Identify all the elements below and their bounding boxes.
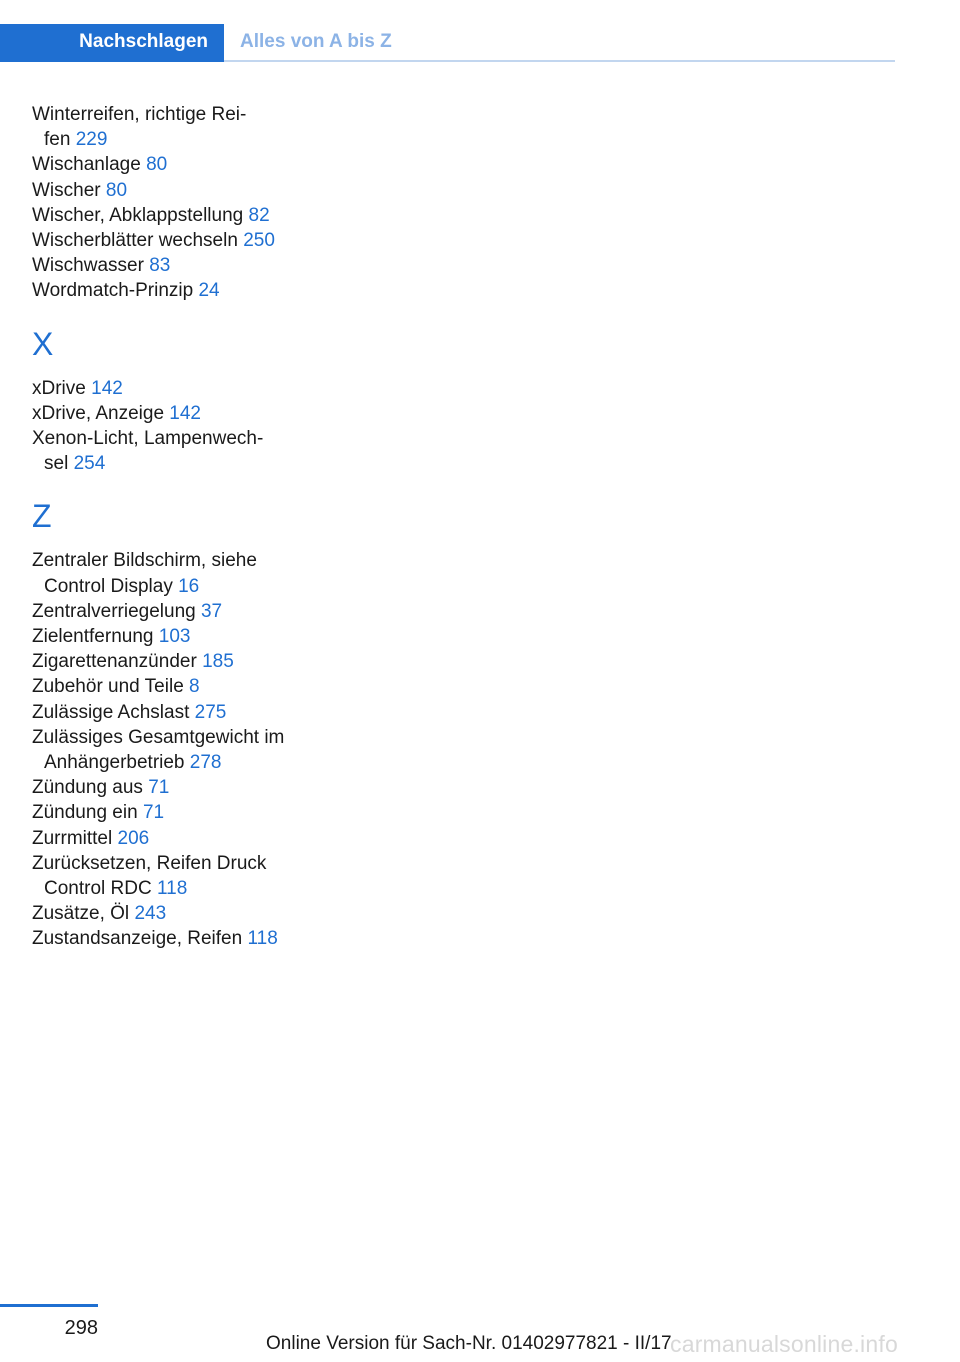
entry-term-continuation: Control RDC xyxy=(44,878,152,900)
entry-term: Zündung aus xyxy=(32,777,143,799)
entry-term: Zusätze, Öl xyxy=(32,903,130,925)
entry-term: Wischer xyxy=(32,179,101,201)
index-entry xyxy=(32,278,332,303)
entry-page-link[interactable]: 71 xyxy=(148,777,170,799)
index-entry xyxy=(32,376,332,401)
entry-term: xDrive, Anzeige xyxy=(32,402,165,424)
entry-term: Winterreifen, richtige Rei- xyxy=(32,104,247,125)
entry-term: Zündung ein xyxy=(32,802,138,824)
entry-page-link[interactable]: 275 xyxy=(194,701,227,723)
index-entry xyxy=(32,700,332,725)
header-active-underline xyxy=(0,60,224,62)
entry-page-link[interactable]: 8 xyxy=(189,676,200,698)
entry-page-link[interactable]: 118 xyxy=(247,928,278,950)
online-version-note: Online Version für Sach-Nr. 01402977821 - II/17 xyxy=(266,1333,672,1354)
entry-page-link[interactable]: 142 xyxy=(169,402,201,424)
entry-term: Zigarettenanzünder xyxy=(32,651,197,673)
entry-page-link[interactable]: 83 xyxy=(149,255,171,277)
index-entry xyxy=(32,426,332,476)
index-entry xyxy=(32,203,332,228)
index-entry xyxy=(32,725,332,775)
entry-page-link[interactable]: 185 xyxy=(202,651,234,673)
entry-page-link[interactable]: 243 xyxy=(134,903,167,925)
header-bar xyxy=(0,24,895,62)
entry-term: xDrive xyxy=(32,377,86,399)
entry-page-link[interactable]: 80 xyxy=(146,154,168,176)
header-divider xyxy=(224,60,895,62)
entry-term: Wordmatch-Prinzip xyxy=(32,280,194,302)
entry-page-link[interactable]: 103 xyxy=(158,626,191,648)
tab-alles-label: Alles von A bis Z xyxy=(240,31,392,52)
tab-alles-von-a-bis-z[interactable] xyxy=(224,24,392,60)
index-entry xyxy=(32,102,332,152)
entry-term: Zulässige Achslast xyxy=(32,701,190,723)
entry-term: Zustandsanzeige, Reifen xyxy=(32,928,243,950)
entry-page-link[interactable]: 71 xyxy=(142,802,165,824)
index-entry xyxy=(32,624,332,649)
index-entry xyxy=(32,548,332,598)
entry-term: Zielentfernung xyxy=(32,626,154,648)
entry-page-link[interactable]: 250 xyxy=(243,230,275,252)
entry-page-link[interactable]: 142 xyxy=(91,377,123,399)
index-entry xyxy=(32,649,332,674)
entry-term: Zentralverriegelung xyxy=(32,600,196,622)
entry-page-link[interactable]: 80 xyxy=(105,179,128,201)
entry-page-link[interactable]: 82 xyxy=(248,204,270,226)
entry-term-continuation: sel xyxy=(44,453,69,475)
index-entry xyxy=(32,401,332,426)
entry-page-link[interactable]: 206 xyxy=(117,827,150,849)
index-entry xyxy=(32,152,332,177)
index-list xyxy=(32,102,332,952)
page-number: 298 xyxy=(64,1317,98,1339)
entry-term-continuation: Control Display xyxy=(44,575,173,597)
entry-term-continuation: Anhängerbetrieb xyxy=(44,752,185,774)
index-entry xyxy=(32,926,332,951)
index-entry xyxy=(32,253,332,278)
index-entry xyxy=(32,599,332,624)
entry-page-link[interactable]: 37 xyxy=(200,600,223,622)
entry-term: Xenon-Licht, Lampenwech- xyxy=(32,428,264,450)
index-entry xyxy=(32,674,332,699)
index-entry xyxy=(32,775,332,800)
entry-page-link[interactable]: 278 xyxy=(189,752,222,774)
entry-term: Zurücksetzen, Reifen Druck xyxy=(32,852,267,874)
entry-term: Zurrmittel xyxy=(32,827,113,849)
entry-page-link[interactable]: 16 xyxy=(178,575,200,597)
index-entry xyxy=(32,851,332,901)
entry-term-continuation: fen xyxy=(44,129,71,151)
index-entry xyxy=(32,826,332,851)
entry-term: Wischerblätter wechseln xyxy=(32,230,238,252)
entry-term: Zentraler Bildschirm, siehe xyxy=(32,550,257,572)
index-entry xyxy=(32,228,332,253)
entry-page-link[interactable]: 24 xyxy=(198,280,220,302)
tab-nachschlagen[interactable] xyxy=(0,24,224,60)
tab-nachschlagen-label: Nachschlagen xyxy=(79,31,208,52)
index-entry xyxy=(32,800,332,825)
entry-term: Wischwasser xyxy=(32,255,144,277)
entry-term: Zubehör und Teile xyxy=(32,676,184,698)
entry-term: Wischanlage xyxy=(32,154,141,176)
entry-page-link[interactable]: 229 xyxy=(75,129,108,151)
entry-page-link[interactable]: 118 xyxy=(156,878,188,900)
index-entry xyxy=(32,901,332,926)
index-entry xyxy=(32,178,332,203)
entry-term: Zulässiges Gesamtgewicht im xyxy=(32,726,285,748)
entry-term: Wischer, Abklappstellung xyxy=(32,204,244,226)
watermark: carmanualsonline.info xyxy=(670,1331,898,1357)
footer-accent-line xyxy=(0,1304,98,1307)
section-letter: X xyxy=(32,325,54,362)
entry-page-link[interactable]: 254 xyxy=(73,453,106,475)
section-letter: Z xyxy=(32,498,52,535)
